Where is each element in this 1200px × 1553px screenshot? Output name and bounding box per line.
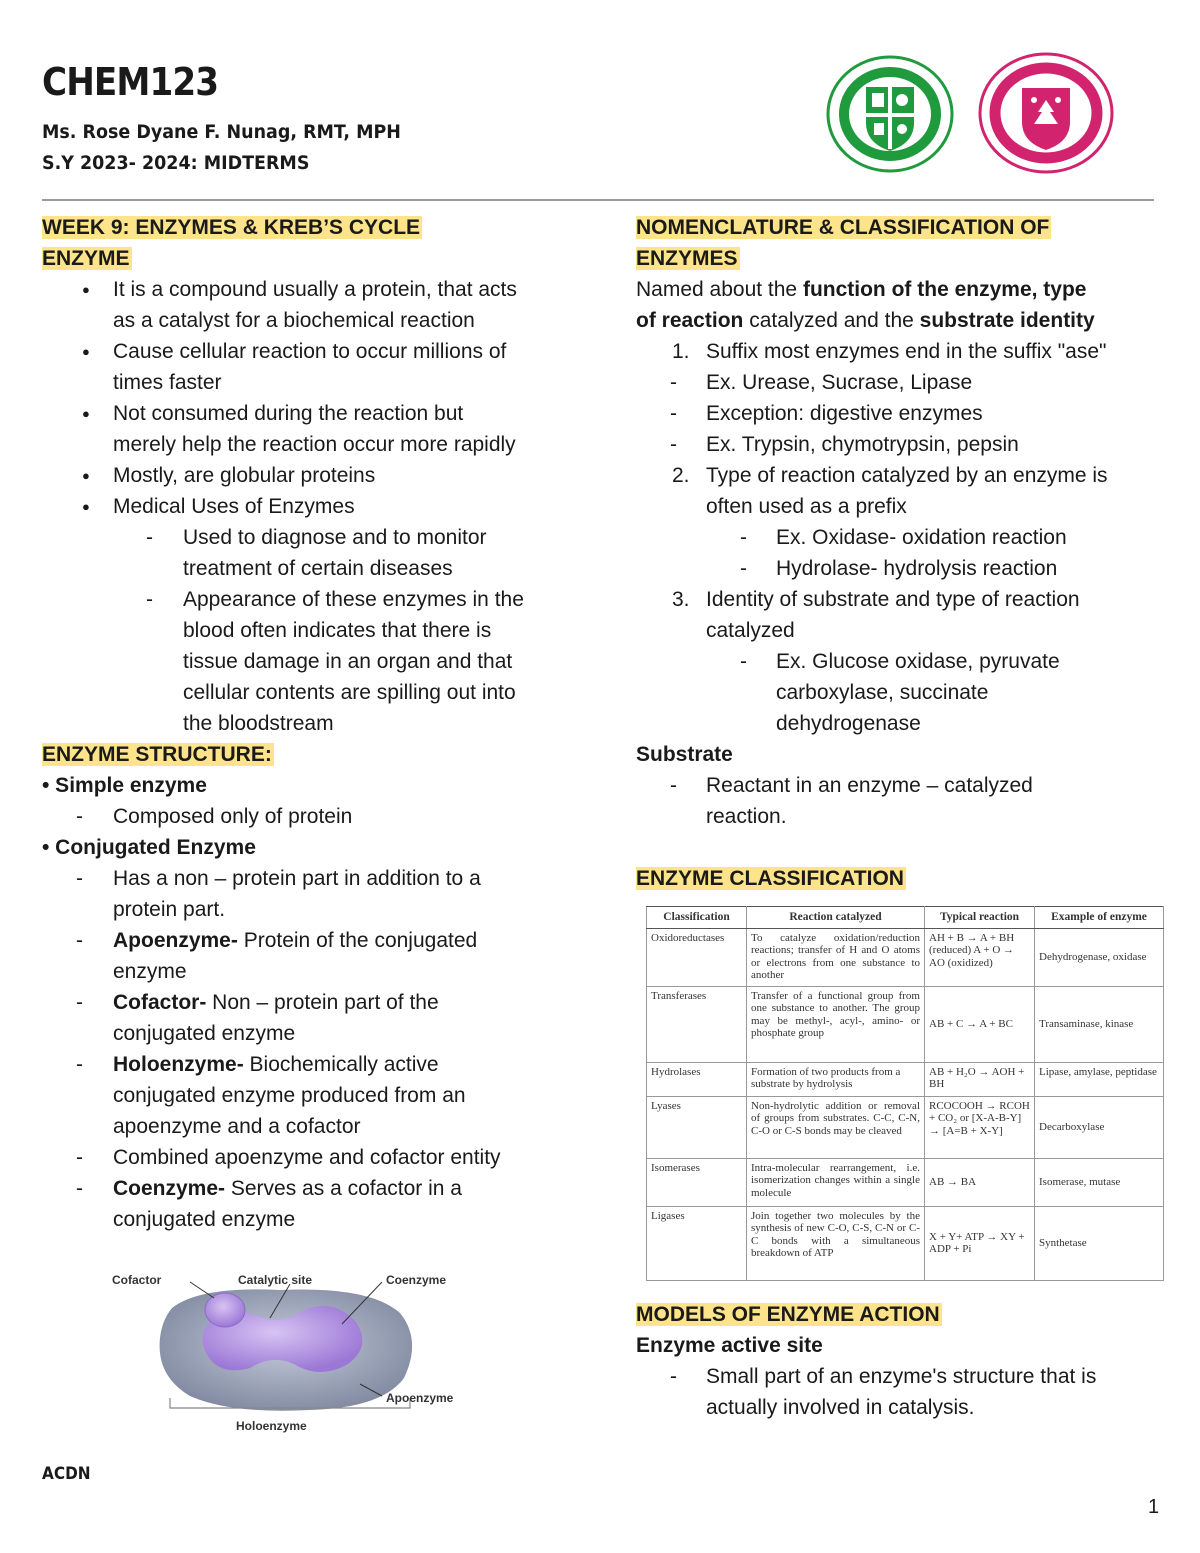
table-cell: AB + H₂O → AOH + BH bbox=[925, 1062, 1035, 1096]
apoenzyme-continuation: enzyme bbox=[113, 960, 187, 983]
table-cell: Oxidoreductases bbox=[647, 928, 747, 986]
substrate-item-continuation: reaction. bbox=[706, 805, 787, 828]
course-title: CHEM123 bbox=[42, 60, 219, 104]
table-cell: AB → BA bbox=[925, 1158, 1035, 1206]
table-cell: Transferases bbox=[647, 986, 747, 1062]
university-seal-green bbox=[826, 55, 954, 173]
table-row bbox=[647, 986, 1164, 1062]
dash-item: - Ex. Glucose oxidase, pyruvate bbox=[740, 650, 1060, 673]
combined-item: - Combined apoenzyme and cofactor entity bbox=[76, 1146, 501, 1169]
cofactor-continuation: conjugated enzyme bbox=[113, 1022, 296, 1045]
numbered-item: 1. Suffix most enzymes end in the suffix "ase" bbox=[672, 340, 1107, 363]
table-row bbox=[647, 928, 1164, 986]
header-divider bbox=[42, 199, 1154, 201]
col-header: Typical reaction bbox=[925, 907, 1035, 929]
dash-item: - Ex. Trypsin, chymotrypsin, pepsin bbox=[670, 433, 1019, 456]
bullet-item: ● It is a compound usually a protein, that acts bbox=[42, 274, 602, 305]
table-cell: Transaminase, kinase bbox=[1035, 986, 1164, 1062]
table-cell: Isomerase, mutase bbox=[1035, 1158, 1164, 1206]
conjugated-enzyme-label: • Conjugated Enzyme bbox=[42, 836, 256, 859]
classification-heading: ENZYME CLASSIFICATION bbox=[636, 867, 904, 890]
label-coenzyme: Coenzyme bbox=[386, 1273, 447, 1287]
table-cell: AH + B → A + BH (reduced) A + O → AO (oxidized) bbox=[925, 928, 1035, 986]
university-seal-magenta bbox=[978, 52, 1114, 174]
table-cell: Decarboxylase bbox=[1035, 1096, 1164, 1158]
structure-heading: ENZYME STRUCTURE: bbox=[42, 743, 272, 766]
table-cell: Intra-molecular rearrangement, i.e. isomerization changes within a single molecule bbox=[747, 1158, 925, 1206]
medical-use-continuation: cellular contents are spilling out into bbox=[183, 681, 516, 704]
dash-item: - Exception: digestive enzymes bbox=[670, 402, 983, 425]
cofactor-item: - Cofactor- Non – protein part of the bbox=[76, 991, 439, 1014]
bullet-continuation: merely help the reaction occur more rapidly bbox=[113, 433, 516, 456]
table-cell: Formation of two products from a substrate by hydrolysis bbox=[747, 1062, 925, 1096]
label-cofactor: Cofactor bbox=[112, 1273, 162, 1287]
numbered-item: 2. Type of reaction catalyzed by an enzyme is bbox=[672, 464, 1108, 487]
week-title: WEEK 9: ENZYMES & KREB’S CYCLE bbox=[42, 216, 421, 239]
instructor-name: Ms. Rose Dyane F. Nunag, RMT, MPH bbox=[42, 121, 401, 143]
nomenclature-heading-cont: ENZYMES bbox=[636, 247, 738, 270]
table-cell: Join together two molecules by the synthesis of new C-O, C-S, C-N or C-C bonds with a simultaneous breakdown of ATP bbox=[747, 1206, 925, 1280]
table-cell: Hydrolases bbox=[647, 1062, 747, 1096]
models-heading: MODELS OF ENZYME ACTION bbox=[636, 1303, 940, 1326]
numbered-item-continuation: catalyzed bbox=[706, 619, 795, 642]
table-row bbox=[647, 1206, 1164, 1280]
holoenzyme-item: - Holoenzyme- Biochemically active bbox=[76, 1053, 439, 1076]
enzyme-heading: ENZYME bbox=[42, 247, 130, 270]
nomenclature-heading: NOMENCLATURE & CLASSIFICATION OF bbox=[636, 216, 1050, 239]
table-cell: Dehydrogenase, oxidase bbox=[1035, 928, 1164, 986]
dash-item: - Ex. Oxidase- oxidation reaction bbox=[740, 526, 1067, 549]
medical-use-continuation: blood often indicates that there is bbox=[183, 619, 492, 642]
table-cell: Isomerases bbox=[647, 1158, 747, 1206]
bullet-item: ● Cause cellular reaction to occur millions of bbox=[42, 336, 602, 367]
bullet-continuation: as a catalyst for a biochemical reaction bbox=[113, 309, 475, 332]
bullet-item: ● Medical Uses of Enzymes bbox=[42, 491, 602, 522]
simple-enzyme-label: • Simple enzyme bbox=[42, 774, 207, 797]
col-header: Classification bbox=[647, 907, 747, 929]
holoenzyme-continuation: apoenzyme and a cofactor bbox=[113, 1115, 361, 1138]
table-cell: X + Y+ ATP → XY + ADP + Pi bbox=[925, 1206, 1035, 1280]
left-column bbox=[42, 212, 602, 1235]
table-row bbox=[647, 1062, 1164, 1096]
bullet-item: ● Mostly, are globular proteins bbox=[42, 460, 602, 491]
right-column bbox=[636, 212, 1176, 894]
cofactor-shape bbox=[205, 1293, 245, 1327]
table-cell: To catalyze oxidation/reduction reactions; transfer of H and O atoms or electrons from one substance to another bbox=[747, 928, 925, 986]
dash-item: - Hydrolase- hydrolysis reaction bbox=[740, 557, 1058, 580]
table-cell: Ligases bbox=[647, 1206, 747, 1280]
medical-use-continuation: the bloodstream bbox=[183, 712, 334, 735]
active-site-continuation: actually involved in catalysis. bbox=[706, 1396, 975, 1419]
nomenclature-intro: Named about the function of the enzyme, type bbox=[636, 278, 1087, 301]
coenzyme-continuation: conjugated enzyme bbox=[113, 1208, 296, 1231]
label-holoenzyme: Holoenzyme bbox=[236, 1419, 307, 1433]
medical-use-continuation: treatment of certain diseases bbox=[183, 557, 453, 580]
medical-use-item: - Appearance of these enzymes in the bbox=[146, 588, 524, 611]
table-cell: Synthetase bbox=[1035, 1206, 1164, 1280]
col-header: Example of enzyme bbox=[1035, 907, 1164, 929]
table-cell: Lipase, amylase, peptidase bbox=[1035, 1062, 1164, 1096]
bullet-continuation: times faster bbox=[113, 371, 222, 394]
conjugated-item-continuation: protein part. bbox=[113, 898, 226, 921]
page-number: 1 bbox=[1148, 1496, 1160, 1518]
bullet-item: ● Not consumed during the reaction but bbox=[42, 398, 602, 429]
holoenzyme-diagram bbox=[110, 1268, 480, 1438]
table-cell: Non-hydrolytic addition or removal of groups from substrates. C-C, C-N, C-O or C-S bonds may be cleaved bbox=[747, 1096, 925, 1158]
table-row bbox=[647, 1158, 1164, 1206]
medical-use-item: - Used to diagnose and to monitor bbox=[146, 526, 487, 549]
medical-use-continuation: tissue damage in an organ and that bbox=[183, 650, 513, 673]
dash-item-continuation: carboxylase, succinate bbox=[776, 681, 989, 704]
simple-enzyme-item: - Composed only of protein bbox=[76, 805, 353, 828]
table-header-row bbox=[647, 907, 1164, 929]
author-initials: ACDN bbox=[42, 1464, 91, 1484]
classification-table bbox=[646, 906, 1164, 1281]
table-cell: RCOCOOH → RCOH + CO₂ or [X-A-B-Y] → [A=B + X-Y] bbox=[925, 1096, 1035, 1158]
apoenzyme-item: - Apoenzyme- Protein of the conjugated bbox=[76, 929, 478, 952]
substrate-heading: Substrate bbox=[636, 743, 733, 766]
table-cell: Lyases bbox=[647, 1096, 747, 1158]
active-site-item: - Small part of an enzyme's structure that is bbox=[670, 1365, 1097, 1388]
numbered-item-continuation: often used as a prefix bbox=[706, 495, 907, 518]
col-header: Reaction catalyzed bbox=[747, 907, 925, 929]
term-label: S.Y 2023- 2024: MIDTERMS bbox=[42, 152, 310, 174]
table-cell: Transfer of a functional group from one substance to another. The group may be methyl-, acyl-, amino- or phosphate group bbox=[747, 986, 925, 1062]
conjugated-item: - Has a non – protein part in addition to a bbox=[76, 867, 481, 890]
table-cell: AB + C → A + BC bbox=[925, 986, 1035, 1062]
active-site-heading: Enzyme active site bbox=[636, 1334, 823, 1357]
models-section bbox=[636, 1299, 1176, 1423]
classification-table-wrapper bbox=[646, 906, 1164, 1281]
dash-item-continuation: dehydrogenase bbox=[776, 712, 921, 735]
label-apoenzyme: Apoenzyme bbox=[386, 1391, 454, 1405]
coenzyme-item: - Coenzyme- Serves as a cofactor in a bbox=[76, 1177, 462, 1200]
holoenzyme-continuation: conjugated enzyme produced from an bbox=[113, 1084, 466, 1107]
dash-item: - Ex. Urease, Sucrase, Lipase bbox=[670, 371, 973, 394]
nomenclature-intro-cont: of reaction catalyzed and the substrate identity bbox=[636, 309, 1095, 332]
label-catalytic-site: Catalytic site bbox=[238, 1273, 313, 1287]
substrate-item: - Reactant in an enzyme – catalyzed bbox=[670, 774, 1033, 797]
numbered-item: 3. Identity of substrate and type of reaction bbox=[672, 588, 1080, 611]
table-row bbox=[647, 1096, 1164, 1158]
